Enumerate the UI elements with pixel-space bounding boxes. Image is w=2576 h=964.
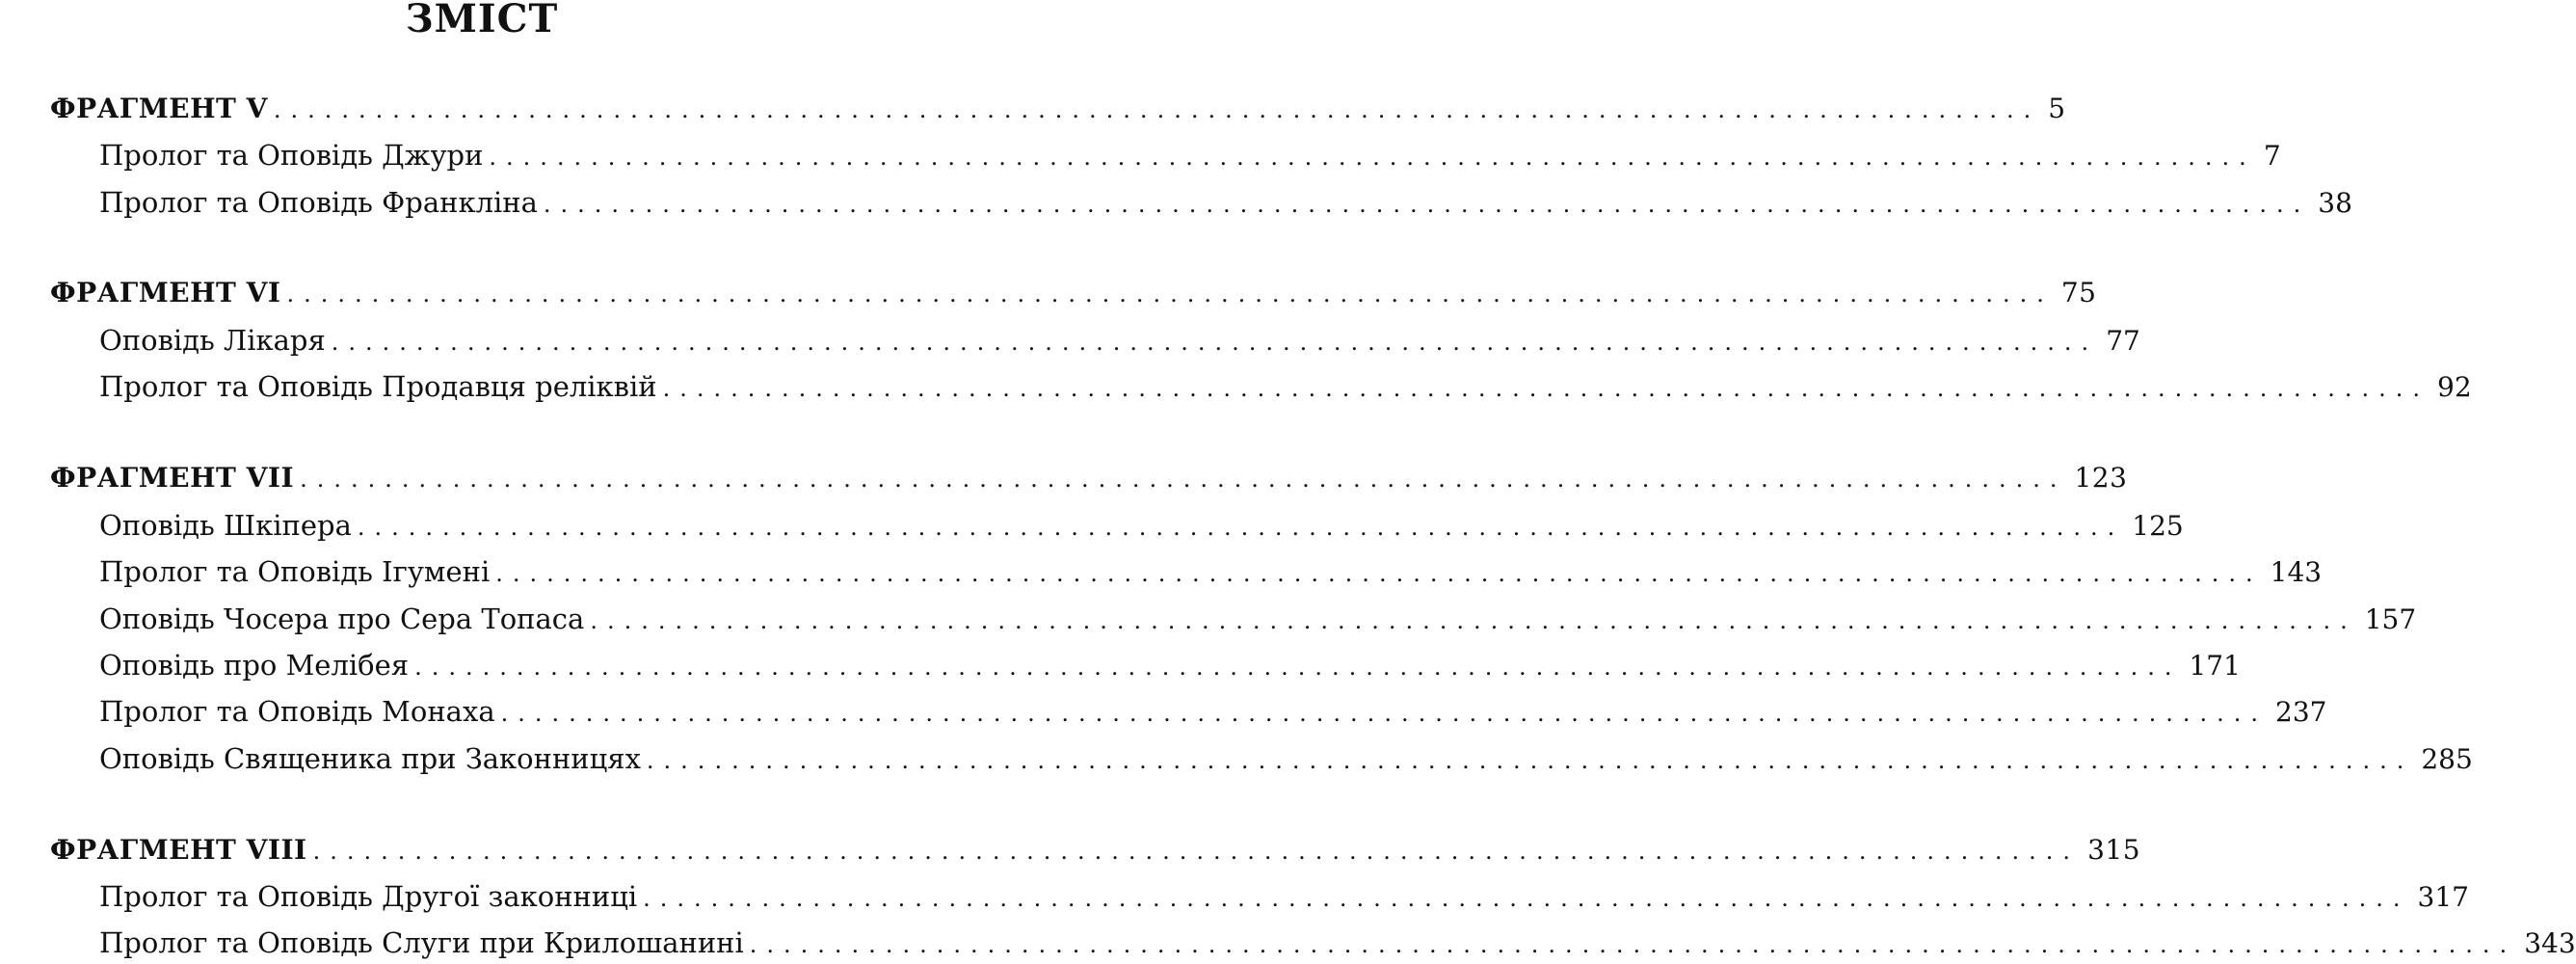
toc-item-label: Оповідь Шкіпера xyxy=(99,509,352,542)
page-number: 285 xyxy=(2421,743,2473,775)
dot-leader: ........................................................................................................ xyxy=(749,931,2517,958)
dot-leader: ........................................................................................................ xyxy=(590,607,2357,634)
toc-item[interactable] xyxy=(99,136,2281,174)
toc-heading-label: ФРАГМЕНТ VII xyxy=(50,462,295,494)
toc-item[interactable] xyxy=(99,552,2323,591)
toc-item-label: Оповідь Священика при Законницях xyxy=(99,742,641,775)
toc-item[interactable] xyxy=(99,924,2576,962)
toc-item[interactable] xyxy=(99,739,2473,778)
dot-leader: ........................................................................................................ xyxy=(643,885,2410,912)
toc-item-label: Пролог та Оповідь Слуги при Крилошанині xyxy=(99,926,744,959)
dot-leader: ........................................................................................................ xyxy=(495,560,2263,587)
toc-heading-fragment-vi[interactable] xyxy=(50,274,2097,312)
toc-item-label: Пролог та Оповідь Монаха xyxy=(99,695,495,728)
toc-heading-fragment-vii[interactable] xyxy=(50,459,2128,497)
page-number: 171 xyxy=(2189,650,2241,682)
page-number: 315 xyxy=(2087,834,2141,866)
toc-item[interactable] xyxy=(99,877,2469,916)
dot-leader: ........................................................................................................ xyxy=(489,144,2256,171)
page-number: 317 xyxy=(2417,881,2469,913)
toc-item[interactable] xyxy=(99,183,2352,222)
toc-item[interactable] xyxy=(99,646,2241,684)
dot-leader: ........................................................................................................ xyxy=(414,654,2182,681)
toc-heading-label: ФРАГМЕНТ V xyxy=(50,93,268,124)
toc-heading-fragment-v[interactable] xyxy=(50,90,2066,128)
dot-leader: ........................................................................................................ xyxy=(646,747,2414,774)
toc-item[interactable] xyxy=(99,506,2184,545)
page-number: 143 xyxy=(2270,556,2323,588)
toc-item[interactable] xyxy=(99,600,2417,638)
toc-item-label: Пролог та Оповідь Ігумені xyxy=(99,555,491,588)
page-number: 7 xyxy=(2263,140,2281,172)
toc-item[interactable] xyxy=(99,367,2472,406)
toc-item[interactable] xyxy=(99,692,2327,731)
toc-heading-fragment-viii[interactable] xyxy=(50,831,2141,870)
toc-heading-label: ФРАГМЕНТ VI xyxy=(50,277,281,308)
page-number: 125 xyxy=(2132,510,2184,542)
dot-leader: ........................................................................................................ xyxy=(357,514,2125,541)
dot-leader: ........................................................................................................ xyxy=(500,700,2269,727)
toc-item-label: Пролог та Оповідь Другої законниці xyxy=(99,880,638,913)
page-number: 343 xyxy=(2524,927,2576,959)
toc-item-label: Пролог та Оповідь Франкліна xyxy=(99,186,538,219)
toc-item[interactable] xyxy=(99,321,2140,360)
dot-leader: ........................................................................................................ xyxy=(543,191,2311,218)
page-number: 75 xyxy=(2060,277,2097,308)
page-number: 157 xyxy=(2364,603,2417,635)
toc-heading-label: ФРАГМЕНТ VIII xyxy=(50,834,307,866)
page-number: 38 xyxy=(2318,187,2352,219)
toc-item-label: Оповідь Чосера про Сера Топаса xyxy=(99,602,585,635)
toc-item-label: Оповідь про Мелібея xyxy=(99,649,410,682)
dot-leader: ........................................................................................................ xyxy=(312,838,2081,865)
toc-item-label: Оповідь Лікаря xyxy=(99,324,326,357)
page-number: 92 xyxy=(2437,371,2472,403)
page-number: 77 xyxy=(2106,325,2140,357)
dot-leader: ........................................................................................................ xyxy=(273,96,2041,123)
dot-leader: ........................................................................................................ xyxy=(286,281,2054,308)
page-number: 5 xyxy=(2048,93,2066,124)
page-title: ЗМІСТ xyxy=(405,0,559,41)
page-number: 237 xyxy=(2275,696,2327,728)
dot-leader: ........................................................................................................ xyxy=(662,375,2430,402)
dot-leader: ........................................................................................................ xyxy=(331,329,2099,356)
toc-item-label: Пролог та Оповідь Джури xyxy=(99,139,484,172)
toc-item-label: Пролог та Оповідь Продавця реліквій xyxy=(99,370,657,403)
page-number: 123 xyxy=(2074,462,2128,494)
dot-leader: ........................................................................................................ xyxy=(300,466,2067,493)
